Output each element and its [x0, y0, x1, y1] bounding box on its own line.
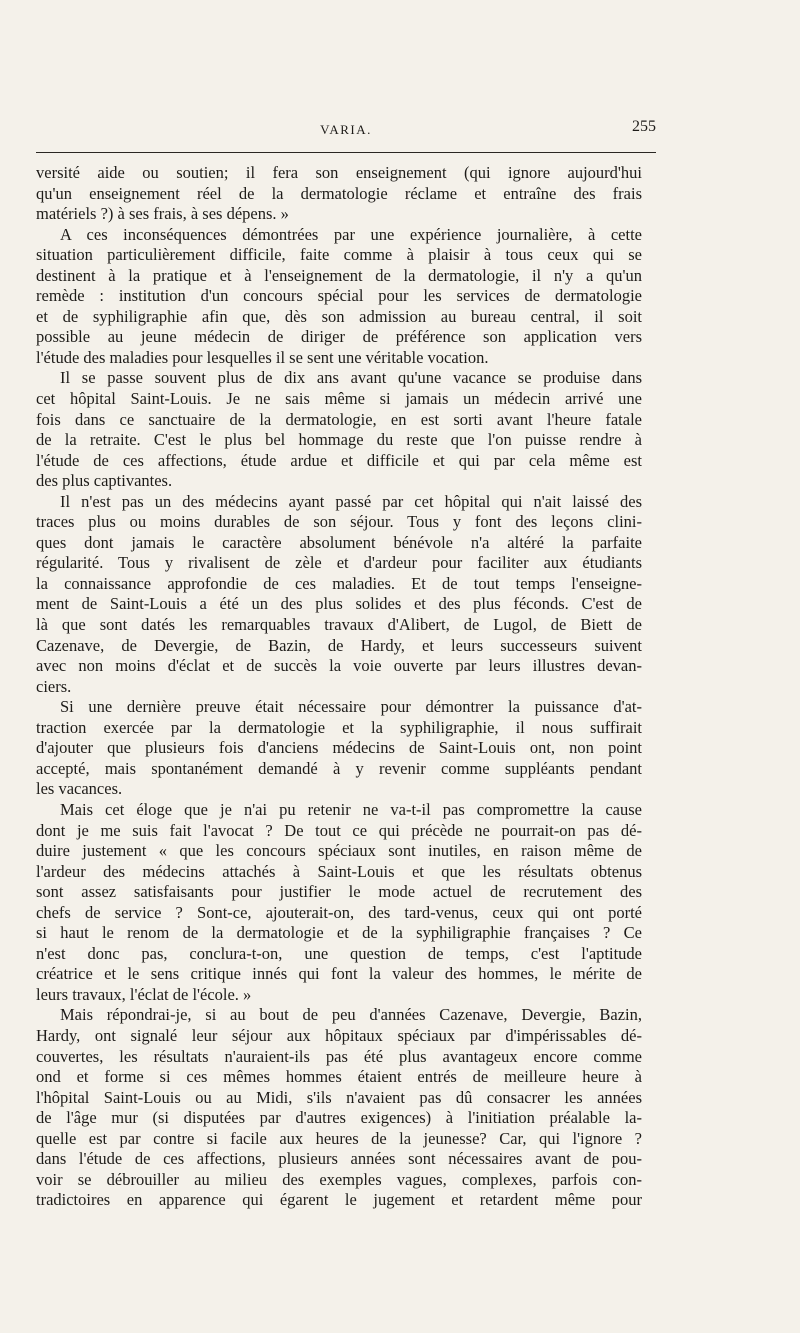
text-line: traction exercée par la dermatologie et la syphiligraphie, il nous suffirait [36, 717, 642, 737]
text-line: d'ajouter que plusieurs fois d'anciens médecins de Saint-Louis ont, non point [36, 738, 642, 758]
text-line: qu'un enseignement réel de la dermatologie réclame et entraîne des frais [36, 183, 642, 203]
text-line: de la retraite. C'est le plus bel hommage du reste que l'on puisse rendre à [36, 430, 642, 450]
text-line: tradictoires en apparence qui égarent le jugement et retardent même pour [36, 1190, 642, 1210]
text-line: couvertes, les résultats n'auraient-ils pas été plus avantageux encore comme [36, 1046, 642, 1066]
text-line: Mais répondrai-je, si au bout de peu d'années Cazenave, Devergie, Bazin, [60, 1005, 642, 1025]
text-line: remède : institution d'un concours spécial pour les services de dermatologie [36, 286, 642, 306]
text-line: cet hôpital Saint-Louis. Je ne sais même si jamais un médecin arrivé une [36, 389, 642, 409]
page-header [36, 118, 656, 140]
text-line: A ces inconséquences démontrées par une expérience journalière, à cette [60, 224, 642, 244]
text-line: fois dans ce sanctuaire de la dermatologie, en est sorti avant l'heure fatale [36, 409, 642, 429]
body-text [36, 163, 642, 1211]
text-line: versité aide ou soutien; il fera son enseignement (qui ignore aujourd'hui [36, 163, 642, 182]
text-line: Cazenave, de Devergie, de Bazin, de Hardy, et leurs successeurs suivent [36, 635, 642, 655]
text-line: là que sont datés les remarquables travaux d'Alibert, de Lugol, de Biett de [36, 615, 642, 635]
text-line: Si une dernière preuve était nécessaire pour démontrer la puissance d'at- [60, 697, 642, 717]
text-line: dans l'étude de ces affections, plusieurs années sont nécessaires avant de pou- [36, 1149, 642, 1169]
text-line: leurs travaux, l'éclat de l'école. » [36, 984, 252, 1004]
text-line: l'hôpital Saint-Louis ou au Midi, s'ils n'avaient pas dû consacrer les années [36, 1087, 642, 1107]
text-line: avec non moins d'éclat et de succès la voie ouverte par leurs illustres devan- [36, 656, 642, 676]
page-number: 255 [632, 118, 656, 135]
text-line: Mais cet éloge que je n'ai pu retenir ne va-t-il pas compromettre la cause [60, 799, 642, 819]
text-line: possible au jeune médecin de diriger de préférence son application vers [36, 327, 642, 347]
text-line: voir se débrouiller au milieu des exemples vagues, complexes, parfois con- [36, 1169, 642, 1189]
text-line: de l'âge mur (si disputées par d'autres exigences) à l'initiation préalable la- [36, 1108, 642, 1128]
text-line: créatrice et le sens critique innés qui font la valeur des hommes, le mérite de [36, 964, 642, 984]
text-line: Hardy, ont signalé leur séjour aux hôpitaux spéciaux par d'impérissables dé- [36, 1025, 642, 1045]
text-line: régularité. Tous y rivalisent de zèle et d'ardeur pour faciliter aux étudiants [36, 553, 642, 573]
text-line: et de syphiligraphie afin que, dès son admission au bureau central, il soit [36, 306, 642, 326]
text-line: traces plus ou moins durables de son séjour. Tous y font des leçons clini- [36, 512, 642, 532]
running-title: VARIA. [320, 122, 372, 137]
text-line: l'ardeur des médecins attachés à Saint-Louis et que les résultats obtenus [36, 861, 642, 881]
text-line: matériels ?) à ses frais, à ses dépens. » [36, 204, 289, 224]
text-line: ond et forme si ces mêmes hommes étaient entrés de meilleure heure à [36, 1067, 642, 1087]
text-line: destinent à la pratique et à l'enseignement de la dermatologie, il n'y a qu'un [36, 265, 642, 285]
text-line: ciers. [36, 676, 72, 696]
text-line: la connaissance approfondie de ces maladies. Et de tout temps l'enseigne- [36, 573, 642, 593]
text-line: l'étude des maladies pour lesquelles il se sent une véritable vocation. [36, 347, 489, 367]
text-line: des plus captivantes. [36, 471, 173, 491]
text-line: sont assez satisfaisants pour justifier le mode actuel de recrutement des [36, 882, 642, 902]
text-line: ment de Saint-Louis a été un des plus solides et des plus féconds. C'est de [36, 594, 642, 614]
text-line: les vacances. [36, 779, 123, 799]
text-line: n'est donc pas, conclura-t-on, une question de temps, c'est l'aptitude [36, 943, 642, 963]
text-line: quelle est par contre si facile aux heures de la jeunesse? Car, qui l'ignore ? [36, 1128, 642, 1148]
text-line: Il se passe souvent plus de dix ans avant qu'une vacance se produise dans [60, 368, 642, 388]
text-line: ques dont jamais le caractère absolument bénévole n'a altéré la parfaite [36, 532, 642, 552]
text-line: chefs de service ? Sont-ce, ajouterait-on, des tard-venus, ceux qui ont porté [36, 902, 642, 922]
text-line: accepté, mais spontanément demandé à y revenir comme suppléants pendant [36, 758, 642, 778]
text-line: l'étude de ces affections, étude ardue et difficile et qui par cela même est [36, 450, 642, 470]
header-rule [36, 152, 656, 153]
text-line: situation particulièrement difficile, faite comme à plaisir à tous ceux qui se [36, 245, 642, 265]
text-line: dont je me suis fait l'avocat ? De tout ce qui précède ne pourrait-on pas dé- [36, 820, 642, 840]
text-line: si haut le renom de la dermatologie et de la syphiligraphie françaises ? Ce [36, 923, 642, 943]
text-line: Il n'est pas un des médecins ayant passé par cet hôpital qui n'ait laissé des [60, 491, 642, 511]
text-line: duire justement « que les concours spéciaux sont inutiles, en raison même de [36, 841, 642, 861]
